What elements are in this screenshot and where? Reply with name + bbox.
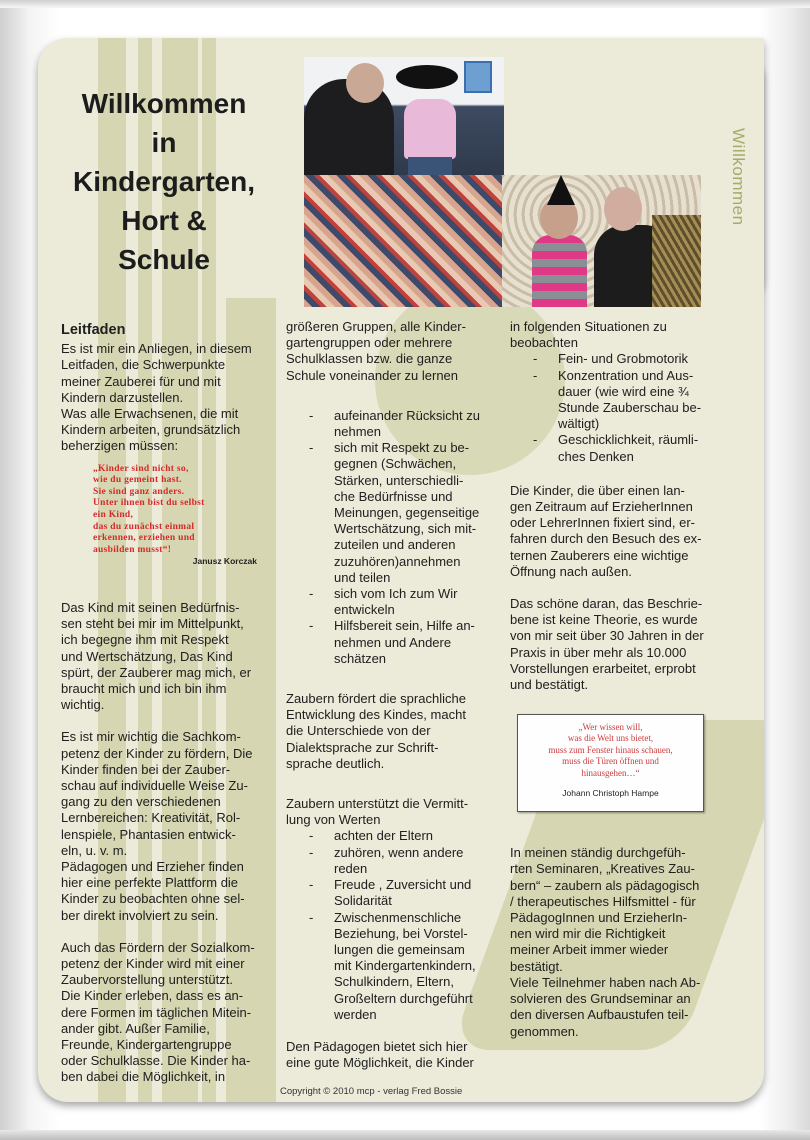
text-line: ich begegne ihm mit Respekt bbox=[61, 632, 229, 648]
text-line: lungen die gemeinsam bbox=[334, 941, 465, 957]
title-line: Kindergarten, bbox=[72, 166, 256, 197]
text-line: Zaubervorstellung unterstützt. bbox=[61, 972, 233, 988]
text-line: ber direkt involviert zu sein. bbox=[61, 907, 219, 923]
text-line: hinausgehen…“ bbox=[581, 767, 640, 778]
text-line: die Unterschiede von der bbox=[286, 723, 431, 739]
text-line: Vorstellungen erarbeitet, erprobt bbox=[510, 660, 696, 676]
text-line: das du zunächst einmal bbox=[93, 521, 195, 532]
text-line: nehmen bbox=[334, 424, 381, 440]
title-line: Willkommen bbox=[81, 88, 247, 119]
text-line: In meinen ständig durchgefüh- bbox=[510, 845, 686, 861]
text-line: zuteilen und anderen bbox=[334, 537, 456, 553]
text-line: Kinder finden bei der Zauber- bbox=[61, 761, 231, 777]
text-line: Dialektsprache zur Schrift- bbox=[286, 739, 439, 755]
text-line: oder Schulklasse. Die Kinder ha- bbox=[61, 1053, 251, 1069]
column-3 bbox=[510, 319, 720, 1040]
text-line: gang zu den verschiedenen bbox=[61, 794, 221, 810]
text-line: Solidarität bbox=[334, 893, 392, 909]
paragraph bbox=[286, 319, 496, 384]
quote-text bbox=[518, 722, 703, 779]
text-line: sen steht bei mir im Mittelpunkt, bbox=[61, 616, 244, 632]
text-line: und Wertschätzung, Das Kind bbox=[61, 648, 233, 664]
text-line: solvieren des Grundseminar an bbox=[510, 991, 691, 1007]
text-line: ben dabei die Möglichkeit, in bbox=[61, 1069, 226, 1085]
text-line: - Zwischenmenschliche bbox=[334, 909, 462, 925]
text-line: Wertschätzung, sich mit- bbox=[334, 521, 477, 537]
text-line: muss die Türen öffnen und bbox=[562, 756, 659, 767]
text-line: Zaubern fördert die sprachliche bbox=[286, 691, 466, 707]
copyright-footer: Copyright © 2010 mcp - verlag Fred Bossie bbox=[280, 1086, 463, 1097]
bullet-list bbox=[286, 828, 496, 1022]
text-line: Kindern arbeiten, grundsätzlich bbox=[61, 422, 241, 438]
text-line: petenz der Kinder wird mit einer bbox=[61, 956, 245, 972]
text-line: wie du gemeint hast. bbox=[93, 475, 182, 486]
text-line: schau auf individuelle Weise Zu- bbox=[61, 778, 248, 793]
text-line: lung von Werten bbox=[286, 812, 381, 828]
text-line: fahren durch den Besuch des ex- bbox=[510, 531, 702, 547]
quote-author: Johann Christoph Hampe bbox=[562, 788, 659, 799]
text-line: meiner Zauberei für und mit bbox=[61, 373, 221, 389]
paragraph bbox=[286, 691, 496, 772]
text-line: ein Kind, bbox=[93, 510, 134, 520]
paragraph bbox=[286, 1039, 496, 1071]
text-line: Das schöne daran, das Beschrie- bbox=[510, 596, 703, 612]
text-line: genommen. bbox=[510, 1023, 579, 1039]
bullet-list bbox=[286, 408, 496, 667]
text-line: Leitfaden, die Schwerpunkte bbox=[61, 357, 226, 373]
text-line: - Fein- und Grobmotorik bbox=[558, 351, 689, 367]
text-line: Stunde Zauberschau be- bbox=[558, 400, 702, 416]
text-line: - Hilfsbereit sein, Hilfe an- bbox=[334, 618, 475, 634]
text-line: lenspiele, Phantasien entwick- bbox=[61, 826, 236, 842]
list-item bbox=[286, 828, 496, 844]
text-line: und bestätigt. bbox=[510, 677, 589, 693]
text-line: „Wer wissen will, bbox=[578, 722, 643, 732]
text-line: sprache deutlich. bbox=[286, 755, 385, 771]
text-line: schätzen bbox=[334, 650, 387, 666]
text-line: Zaubern unterstützt die Vermitt- bbox=[286, 796, 469, 812]
text-line: Stärken, unterschiedli- bbox=[334, 472, 464, 488]
text-line: nen wird mir die Richtigkeit bbox=[510, 926, 666, 942]
text-line: Die Kinder, die über einen lan- bbox=[510, 482, 685, 498]
paragraph bbox=[510, 319, 720, 351]
text-line: Pädagogen und Erzieher finden bbox=[61, 859, 244, 875]
text-line: / therapeutisches Hilfsmittel - für bbox=[510, 893, 696, 909]
text-line: Beziehung, bei Vorstel- bbox=[334, 925, 468, 941]
text-line: - Konzentration und Aus- bbox=[558, 367, 694, 383]
text-line: Kinder zu beobachten ohne sel- bbox=[61, 891, 245, 907]
section-heading: Leitfaden bbox=[61, 322, 126, 338]
list-item bbox=[510, 351, 720, 367]
side-tab-label[interactable]: Willkommen bbox=[729, 128, 748, 226]
text-line: Sie sind ganz anders. bbox=[93, 486, 185, 497]
quote-text bbox=[93, 464, 275, 557]
text-line: bestätigt. bbox=[510, 958, 563, 974]
text-line: Praxis in über mehr als 10.000 bbox=[510, 644, 687, 660]
text-line: che Bedürfnisse und bbox=[334, 488, 453, 504]
list-item bbox=[286, 618, 496, 667]
text-line: Freunde, Kindergartengruppe bbox=[61, 1037, 232, 1053]
text-line: erkennen, erziehen und bbox=[93, 533, 195, 544]
paragraph bbox=[510, 845, 720, 1039]
text-line: - aufeinander Rücksicht zu bbox=[334, 407, 480, 423]
text-line: gegnen (Schwächen, bbox=[334, 456, 457, 472]
text-line: eln, u. v. m. bbox=[61, 842, 128, 858]
text-line: Kindern darzustellen. bbox=[61, 389, 184, 405]
text-line: gen Zeitraum auf ErzieherInnen bbox=[510, 499, 693, 515]
text-line: spürt, der Zauberer mag mich, er bbox=[61, 664, 252, 680]
text-line: nehmen und Andere bbox=[334, 634, 452, 650]
text-line: - achten der Eltern bbox=[334, 828, 434, 844]
text-line: Unter ihnen bist du selbst bbox=[93, 498, 205, 509]
text-line: - sich vom Ich zum Wir bbox=[334, 586, 458, 602]
text-line: braucht mich und ich bin ihm bbox=[61, 680, 227, 696]
text-line: wältigt) bbox=[558, 416, 600, 432]
text-line: was die Welt uns bietet, bbox=[567, 733, 654, 744]
bullet-list bbox=[510, 351, 720, 464]
text-line: - sich mit Respekt zu be- bbox=[334, 440, 470, 456]
text-line: - Freude , Zuversicht und bbox=[334, 877, 472, 893]
photo-magician-with-woman bbox=[502, 175, 701, 307]
text-line: gartengruppen oder mehrere bbox=[286, 335, 453, 351]
title-line: Schule bbox=[118, 244, 210, 275]
column-2 bbox=[286, 319, 496, 1071]
paragraph bbox=[510, 596, 720, 693]
list-item bbox=[286, 408, 496, 440]
text-line: reden bbox=[334, 860, 368, 876]
text-line: beherzigen müssen: bbox=[61, 438, 179, 454]
viewer-frame-top bbox=[0, 0, 810, 8]
list-item bbox=[286, 440, 496, 586]
korczak-quote bbox=[93, 464, 275, 568]
paragraph bbox=[61, 729, 275, 923]
text-line: Den Pädagogen bietet sich hier bbox=[286, 1038, 468, 1054]
text-line: dauer (wie wird eine ¾ bbox=[558, 383, 689, 399]
paragraph bbox=[286, 796, 496, 828]
list-item bbox=[286, 910, 496, 1023]
list-item bbox=[286, 877, 496, 909]
paragraph bbox=[510, 483, 720, 580]
text-line: ternen Zauberers eine wichtige bbox=[510, 547, 689, 563]
text-line: bern“ – zaubern als pädagogisch bbox=[510, 877, 700, 893]
text-line: zuzuhören)annehmen bbox=[334, 553, 461, 569]
text-line: hier eine perfekte Plattform die bbox=[61, 875, 239, 891]
text-line: Meinungen, gegenseitige bbox=[334, 505, 480, 521]
text-line: Viele Teilnehmer haben nach Ab- bbox=[510, 974, 701, 990]
text-line: in folgenden Situationen zu bbox=[510, 319, 667, 334]
text-line: ches Denken bbox=[558, 448, 634, 464]
intro-paragraph bbox=[61, 341, 275, 454]
paragraph bbox=[61, 600, 275, 713]
text-line: beobachten bbox=[510, 335, 578, 351]
text-line: Großeltern durchgeführt bbox=[334, 990, 473, 1006]
list-item bbox=[510, 432, 720, 464]
text-line: Es ist mir ein Anliegen, in diesem bbox=[61, 341, 252, 357]
text-line: wichtig. bbox=[61, 697, 105, 713]
paragraph bbox=[61, 940, 275, 1086]
text-line: ander gibt. Außer Familie, bbox=[61, 1020, 210, 1036]
text-line: oder LehrerInnen fixiert sind, er- bbox=[510, 515, 695, 531]
list-item bbox=[510, 368, 720, 433]
quote-author: Janusz Korczak bbox=[192, 556, 257, 567]
text-line: Es ist mir wichtig die Sachkom- bbox=[61, 729, 241, 745]
text-line: mit Kindergartenkindern, bbox=[334, 958, 476, 974]
title-line: Hort & bbox=[121, 205, 207, 236]
text-line: Die Kinder erleben, dass es an- bbox=[61, 988, 244, 1004]
text-line: Schule voneinander zu lernen bbox=[286, 367, 459, 383]
text-line: bene ist keine Theorie, es wurde bbox=[510, 612, 698, 628]
photo-children-audience bbox=[304, 175, 502, 307]
hampe-quote-box bbox=[517, 714, 704, 812]
text-line: dere Formen im täglichen Mitein- bbox=[61, 1004, 252, 1020]
text-line: eine gute Möglichkeit, die Kinder bbox=[286, 1055, 474, 1071]
text-line: entwickeln bbox=[334, 602, 395, 618]
column-1 bbox=[61, 322, 275, 1086]
text-line: und teilen bbox=[334, 569, 391, 585]
text-line: Schulklassen bzw. die ganze bbox=[286, 351, 453, 367]
text-line: „Kinder sind nicht so, bbox=[93, 463, 189, 474]
viewer-frame-bottom bbox=[0, 1130, 810, 1140]
text-line: Öffnung nach außen. bbox=[510, 563, 632, 579]
text-line: meiner Arbeit immer wieder bbox=[510, 942, 669, 958]
text-line: PädagogInnen und ErzieherIn- bbox=[510, 910, 688, 926]
title-line: in bbox=[151, 127, 177, 158]
text-line: Auch das Fördern der Sozialkom- bbox=[61, 939, 255, 955]
text-line: den diversen Aufbaustufen teil- bbox=[510, 1007, 689, 1023]
list-item bbox=[286, 586, 496, 618]
text-line: größeren Gruppen, alle Kinder- bbox=[286, 319, 466, 334]
photo-magician-with-girl bbox=[304, 57, 504, 175]
text-line: Lernbereichen: Kreativität, Rol- bbox=[61, 810, 241, 826]
text-line: Das Kind mit seinen Bedürfnis- bbox=[61, 599, 240, 615]
text-line: muss zum Fenster hinaus schauen, bbox=[548, 744, 673, 755]
text-line: werden bbox=[334, 1006, 377, 1022]
text-line: Was alle Erwachsenen, die mit bbox=[61, 406, 239, 422]
list-item bbox=[286, 845, 496, 877]
text-line: petenz der Kinder zu fördern, Die bbox=[61, 745, 253, 761]
text-line: ausbilden musst“! bbox=[93, 544, 172, 555]
text-line: Schulkindern, Eltern, bbox=[334, 974, 454, 990]
page-title bbox=[48, 84, 280, 279]
text-line: Entwicklung des Kindes, macht bbox=[286, 707, 466, 723]
text-line: - zuhören, wenn andere bbox=[334, 844, 464, 860]
text-line: von mir seit über 30 Jahren in der bbox=[510, 628, 704, 644]
text-line: - Geschicklichkeit, räumli- bbox=[558, 432, 699, 448]
text-line: rten Seminaren, „Kreatives Zau- bbox=[510, 861, 695, 877]
